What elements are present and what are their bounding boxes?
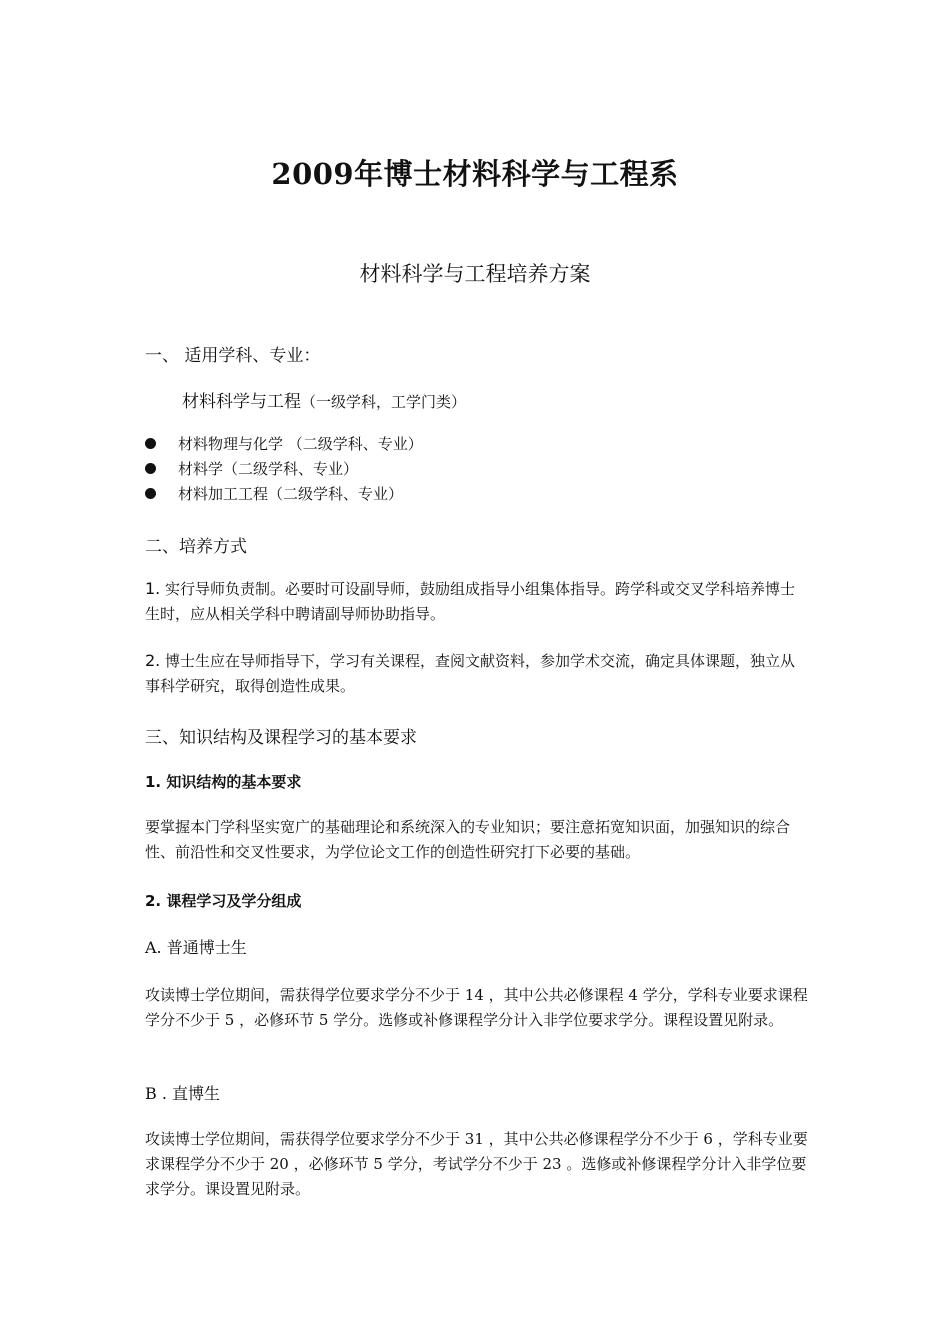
- list-item-text: 材料物理与化学 （二级学科、专业）: [178, 435, 423, 453]
- bullet-icon: [145, 463, 156, 474]
- section1-heading: 一、 适用学科、专业：: [145, 346, 321, 366]
- discipline-line: [182, 387, 466, 412]
- list-item: [145, 433, 423, 454]
- list-item-text: 材料学（二级学科、专业）: [178, 460, 359, 478]
- paragraph: 攻读博士学位期间，需获得学位要求学分不少于 14 ，其中公共必修课程 4 学分，学科专业要求课程学分不少于 5 ，必修环节 5 学分。选修或补修课程学分计入非学位要求学分。课程设置见附录。: [145, 986, 808, 1029]
- list-item-text: 材料加工工程（二级学科、专业）: [178, 485, 404, 503]
- subsection-heading: 2. 课程学习及学分组成: [145, 892, 302, 910]
- list-item: [145, 458, 358, 479]
- paragraph: 要掌握本门学科坚实宽广的基础理论和系统深入的专业知识；要注意拓宽知识面，加强知识的综合性、前沿性和交叉性要求，为学位论文工作的创造性研究打下必要的基础。: [145, 818, 791, 861]
- section2-heading: 二、培养方式: [145, 537, 247, 557]
- paragraph-text: 博士生应在导师指导下，学习有关课程，查阅文献资料，参加学术交流，确定具体课题，独立从事科学研究，取得创造性成果。: [145, 652, 796, 695]
- discipline-name: 材料科学与工程: [182, 392, 301, 412]
- paragraph-number: 2.: [145, 651, 161, 670]
- discipline-note: （一级学科，工学门类）: [301, 393, 467, 411]
- paragraph: [145, 576, 810, 627]
- document-title: 2009年博士材料科学与工程系: [271, 157, 679, 191]
- subsection-heading: 1. 知识结构的基本要求: [145, 773, 302, 791]
- paragraph: [145, 648, 810, 699]
- category-label: A. 普通博士生: [145, 938, 247, 957]
- bullet-icon: [145, 488, 156, 499]
- paragraph-text: 实行导师负责制。必要时可设副导师，鼓励组成指导小组集体指导。跨学科或交叉学科培养博士生时，应从相关学科中聘请副导师协助指导。: [145, 580, 796, 623]
- bullet-icon: [145, 438, 156, 449]
- paragraph: 攻读博士学位期间，需获得学位要求学分不少于 31 ，其中公共必修课程学分不少于 6 ，学科专业要求课程学分不少于 20 ，必修环节 5 学分，考试学分不少于 23 。选修或补修课程学分计入非学位要求学分。课设置见附录。: [145, 1130, 808, 1198]
- category-label: B . 直博生: [145, 1084, 221, 1103]
- document-subtitle: 材料科学与工程培养方案: [359, 262, 591, 286]
- paragraph-number: 1.: [145, 579, 161, 598]
- section3-heading: 三、知识结构及课程学习的基本要求: [145, 728, 417, 748]
- list-item: [145, 483, 403, 504]
